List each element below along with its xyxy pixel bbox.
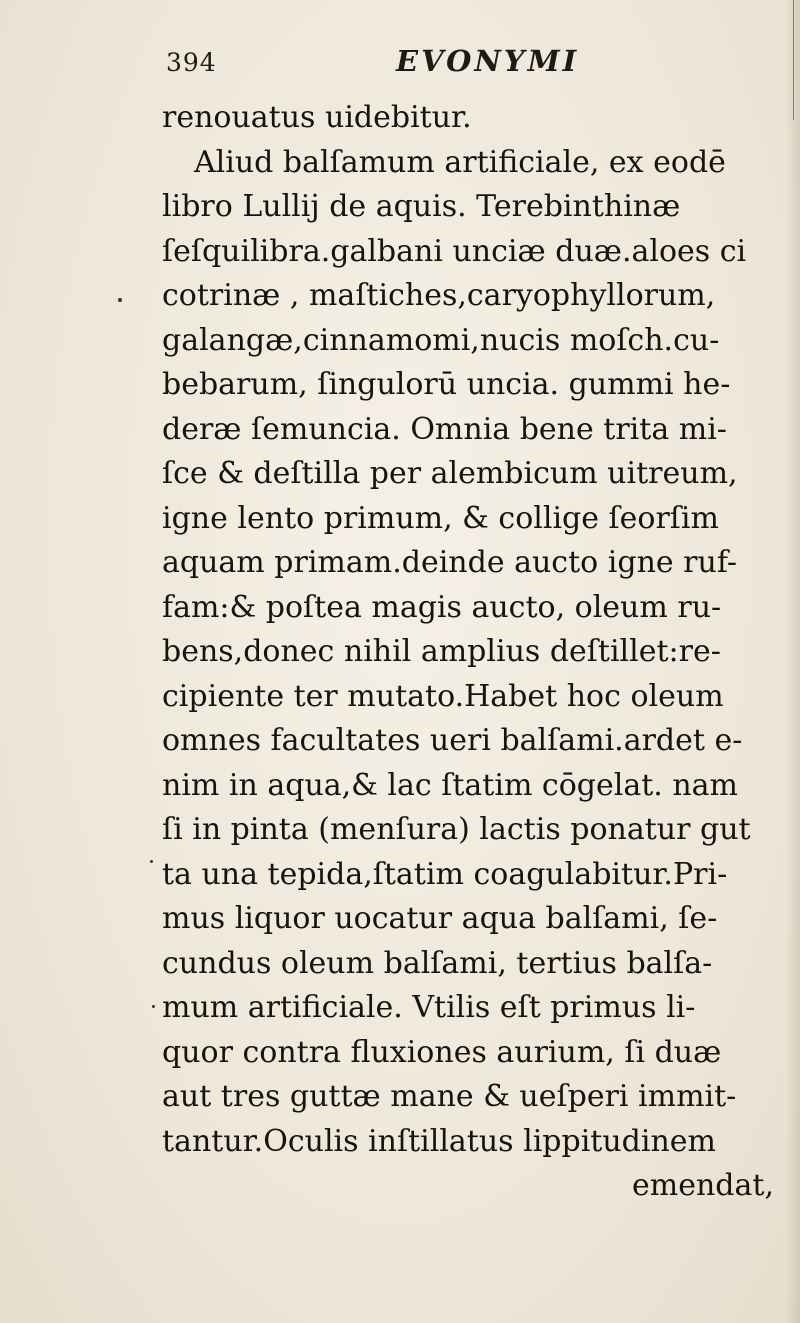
text-line: libro Lullij de aquis. Terebinthinæ	[162, 189, 681, 224]
text-line: mus liquor uocatur aqua balſami, ſe-	[162, 901, 718, 936]
ink-speck	[118, 298, 122, 302]
text-line: bens,donec nihil amplius deſtillet:re-	[162, 634, 721, 669]
text-line: quor contra fluxiones aurium, ſi duæ	[162, 1034, 722, 1070]
body-text	[162, 96, 782, 1209]
text-line: ſi in pinta (menſura) lactis ponatur gut	[162, 812, 751, 847]
text-line: aquam primam.deinde aucto igne ruf-	[162, 545, 738, 580]
text-line: omnes facultates ueri balſami.ardet e-	[162, 723, 743, 758]
page-number: 394	[166, 48, 217, 77]
text-line: tantur.Oculis inſtillatus lippitudinem	[162, 1123, 717, 1159]
running-title: EVONYMI	[396, 44, 580, 78]
text-line: deræ ſemuncia. Omnia bene trita mi-	[162, 411, 727, 447]
text-line: cotrinæ , maſtiches,caryophyllorum,	[162, 278, 716, 313]
text-line: fam:& poſtea magis aucto, oleum ru-	[162, 589, 722, 625]
text-line: cipiente ter mutato.Habet hoc oleum	[162, 678, 724, 714]
page-edge-shadow	[786, 0, 800, 1323]
text-line: galangæ,cinnamomi,nucis moſch.cu-	[162, 322, 720, 358]
text-line: ſce & deſtilla per alembicum uitreum,	[162, 456, 738, 491]
text-line: bebarum, ſingulorū uncia. gummi he-	[162, 367, 731, 402]
text-line: ſeſquilibra.galbani unciæ duæ.aloes ci	[162, 233, 747, 269]
ink-speck	[152, 1005, 155, 1008]
text-line: cundus oleum balſami, tertius balſa-	[162, 945, 713, 981]
page-edge-line	[793, 0, 794, 120]
text-line: Aliud balſamum artificiale, ex eodē	[194, 144, 726, 180]
text-line: mum artificiale. Vtilis eſt primus li-	[162, 990, 696, 1025]
page-header	[160, 44, 620, 84]
ink-speck	[150, 860, 153, 863]
text-line: aut tres guttæ mane & ueſperi immit-	[162, 1079, 737, 1114]
text-line: nim in aqua,& lac ſtatim cōgelat. nam	[162, 767, 739, 803]
text-line: ta una tepida,ſtatim coagulabitur.Pri-	[162, 856, 728, 892]
text-line: renouatus uidebitur.	[162, 100, 472, 135]
text-line: igne lento primum, & collige ſeorſim	[162, 500, 719, 536]
catchword-line: emendat,	[632, 1168, 774, 1203]
